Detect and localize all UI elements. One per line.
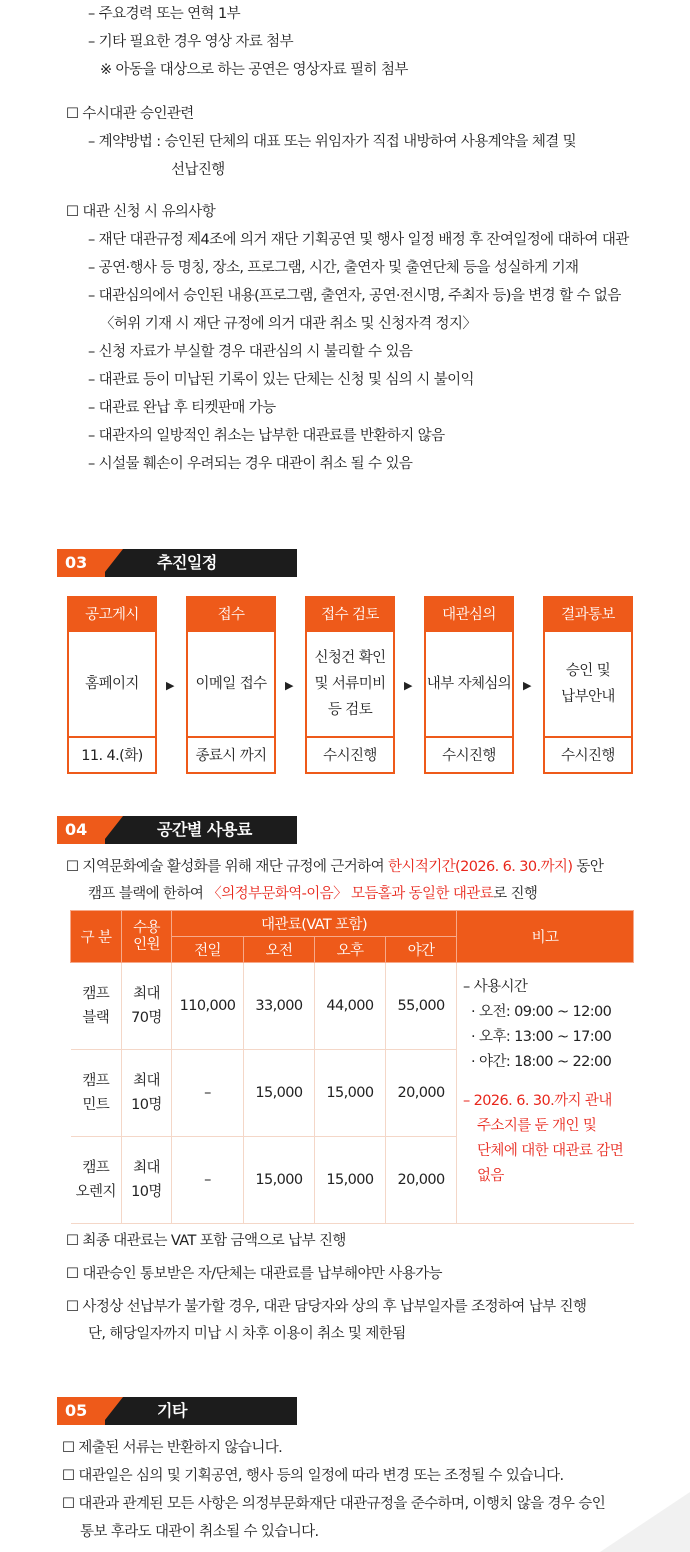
fee-table bbox=[70, 910, 634, 1224]
section-number: 05 bbox=[57, 1397, 105, 1425]
arrow-icon: ▶ bbox=[166, 679, 175, 692]
step-foot: 수시진행 bbox=[323, 748, 377, 764]
corner-decoration bbox=[600, 1492, 690, 1552]
capacity: 최대 10명 bbox=[122, 1137, 172, 1224]
step-body: 신청건 확인 및 서류미비 등 검토 bbox=[307, 632, 393, 738]
fee-after-line: ☐ 대관승인 통보받은 자/단체는 대관료를 납부해야만 사용가능 bbox=[66, 1266, 442, 1282]
section-header-04 bbox=[57, 816, 297, 844]
fee-after-line: 단, 해당일자까지 미납 시 차후 이용이 취소 및 제한됨 bbox=[88, 1326, 406, 1342]
col-header-note: 비고 bbox=[457, 911, 634, 963]
fee-fullday: – bbox=[172, 1050, 244, 1137]
fee-afternoon: 44,000 bbox=[315, 963, 386, 1050]
doc-note: ※ 아동을 대상으로 하는 공연은 영상자료 필히 첨부 bbox=[100, 62, 408, 78]
approval-line: 선납진행 bbox=[171, 162, 225, 178]
step-head: 공고게시 bbox=[69, 598, 155, 632]
fee-morning: 15,000 bbox=[244, 1050, 315, 1137]
col-header-fee: 대관료(VAT 포함) bbox=[172, 911, 457, 937]
arrow-icon: ▶ bbox=[523, 679, 532, 692]
step-head: 대관심의 bbox=[426, 598, 512, 632]
step-body: 홈페이지 bbox=[69, 632, 155, 738]
fee-after-line: ☐ 최종 대관료는 VAT 포함 금액으로 납부 진행 bbox=[66, 1233, 346, 1249]
step-body: 이메일 접수 bbox=[188, 632, 274, 738]
schedule-step-review bbox=[305, 596, 395, 774]
schedule-step-notice bbox=[67, 596, 157, 774]
step-foot: 수시진행 bbox=[442, 748, 496, 764]
step-head: 결과통보 bbox=[545, 598, 631, 632]
approval-heading: ☐ 수시대관 승인관련 bbox=[66, 106, 194, 122]
notice-item: – 공연·행사 등 명칭, 장소, 프로그램, 시간, 출연자 및 출연단체 등을 성실하게 기재 bbox=[88, 260, 579, 276]
notice-item: – 시설물 훼손이 우려되는 경우 대관이 취소 될 수 있음 bbox=[88, 456, 413, 472]
arrow-icon: ▶ bbox=[285, 679, 294, 692]
notice-item: – 대관심의에서 승인된 내용(프로그램, 출연자, 공연·전시명, 주최자 등)을 변경 할 수 없음 bbox=[88, 288, 621, 304]
step-body: 내부 자체심의 bbox=[426, 632, 512, 738]
col-header-fullday: 전일 bbox=[172, 937, 244, 963]
arrow-icon: ▶ bbox=[404, 679, 413, 692]
schedule-step-deliberation bbox=[424, 596, 514, 774]
capacity: 최대 10명 bbox=[122, 1050, 172, 1137]
fee-fullday: 110,000 bbox=[172, 963, 244, 1050]
fee-fullday: – bbox=[172, 1137, 244, 1224]
capacity: 최대 70명 bbox=[122, 963, 172, 1050]
fee-intro-line: 캠프 블랙에 한하여 〈의정부문화역-이음〉 모듬홀과 동일한 대관료로 진행 bbox=[88, 886, 538, 902]
section-header-05 bbox=[57, 1397, 297, 1425]
schedule-step-result bbox=[543, 596, 633, 774]
step-head: 접수 검토 bbox=[307, 598, 393, 632]
doc-line: – 주요경력 또는 연혁 1부 bbox=[88, 6, 240, 22]
col-header-division: 구 분 bbox=[71, 911, 122, 963]
notice-heading: ☐ 대관 신청 시 유의사항 bbox=[66, 204, 216, 220]
fee-morning: 15,000 bbox=[244, 1137, 315, 1224]
section-title: 기타 bbox=[157, 1401, 187, 1420]
step-body: 승인 및 납부안내 bbox=[545, 632, 631, 738]
notice-item: – 대관료 완납 후 티켓판매 가능 bbox=[88, 400, 276, 416]
etc-line: ☐ 대관일은 심의 및 기획공연, 행사 등의 일정에 따라 변경 또는 조정될 수 있습니다. bbox=[62, 1468, 564, 1484]
step-foot: 종료시 까지 bbox=[195, 748, 267, 764]
notice-item: – 대관료 등이 미납된 기록이 있는 단체는 신청 및 심의 시 불이익 bbox=[88, 372, 474, 388]
step-foot: 11. 4.(화) bbox=[81, 748, 143, 764]
notice-item: 〈허위 기재 시 재단 규정에 의거 대관 취소 및 신청자격 정지〉 bbox=[100, 316, 477, 332]
fee-night: 20,000 bbox=[386, 1137, 457, 1224]
col-header-capacity: 수용 인원 bbox=[122, 911, 172, 963]
etc-line: 통보 후라도 대관이 취소될 수 있습니다. bbox=[80, 1524, 319, 1540]
space-name: 캠프 오렌지 bbox=[71, 1137, 122, 1224]
doc-line: – 기타 필요한 경우 영상 자료 첨부 bbox=[88, 34, 293, 50]
approval-line: – 계약방법 : 승인된 단체의 대표 또는 위임자가 직접 내방하여 사용계약을 체결 및 bbox=[88, 134, 577, 150]
fee-morning: 33,000 bbox=[244, 963, 315, 1050]
fee-afternoon: 15,000 bbox=[315, 1137, 386, 1224]
fee-after-line: ☐ 사정상 선납부가 불가할 경우, 대관 담당자와 상의 후 납부일자를 조정하여 납부 진행 bbox=[66, 1299, 587, 1315]
etc-line: ☐ 제출된 서류는 반환하지 않습니다. bbox=[62, 1440, 283, 1456]
step-head: 접수 bbox=[188, 598, 274, 632]
fee-night: 20,000 bbox=[386, 1050, 457, 1137]
col-header-night: 야간 bbox=[386, 937, 457, 963]
notice-item: – 신청 자료가 부실할 경우 대관심의 시 불리할 수 있음 bbox=[88, 344, 413, 360]
etc-line: ☐ 대관과 관계된 모든 사항은 의정부문화재단 대관규정을 준수하며, 이행치 않을 경우 승인 bbox=[62, 1496, 606, 1512]
section-title: 추진일정 bbox=[157, 553, 217, 572]
fee-note: – 사용시간 · 오전: 09:00 ~ 12:00 · 오후: 13:00 ~ 17:00 · 야간: 18:00 ~ 22:00 – 2026. 6. 30.까지 관내 주소지를 둔 개인 및 단체에 대한 대관료 감면 없음 bbox=[457, 963, 634, 1224]
fee-night: 55,000 bbox=[386, 963, 457, 1050]
section-title: 공간별 사용료 bbox=[157, 820, 252, 839]
space-name: 캠프 블랙 bbox=[71, 963, 122, 1050]
fee-intro-line: ☐ 지역문화예술 활성화를 위해 재단 규정에 근거하여 한시적기간(2026. 6. 30.까지) 동안 bbox=[66, 859, 604, 875]
space-name: 캠프 민트 bbox=[71, 1050, 122, 1137]
col-header-morning: 오전 bbox=[244, 937, 315, 963]
notice-item: – 대관자의 일방적인 취소는 납부한 대관료를 반환하지 않음 bbox=[88, 428, 445, 444]
notice-item: – 재단 대관규정 제4조에 의거 재단 기획공연 및 행사 일정 배정 후 잔여일정에 대하여 대관 bbox=[88, 232, 629, 248]
section-header-03 bbox=[57, 549, 297, 577]
col-header-afternoon: 오후 bbox=[315, 937, 386, 963]
table-row bbox=[71, 963, 634, 1050]
step-foot: 수시진행 bbox=[561, 748, 615, 764]
section-number: 03 bbox=[57, 549, 105, 577]
schedule-step-receipt bbox=[186, 596, 276, 774]
section-number: 04 bbox=[57, 816, 105, 844]
fee-afternoon: 15,000 bbox=[315, 1050, 386, 1137]
